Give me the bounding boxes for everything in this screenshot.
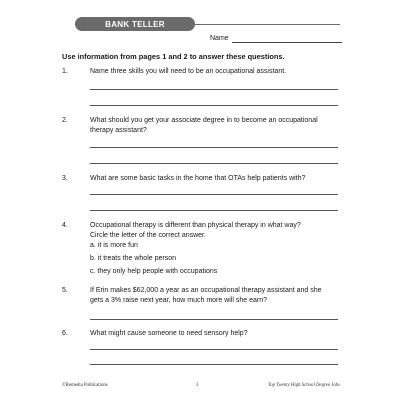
footer-page-number: 3 (196, 383, 199, 388)
answer-line (90, 163, 338, 164)
question-text (90, 116, 352, 136)
answer-line (90, 319, 338, 320)
choice-c[interactable]: c. they only help people with occupations (90, 268, 218, 275)
question-text-line-2: gets a 3% raise next year, how much more will she earn? (90, 297, 268, 304)
question-number: 6. (62, 330, 68, 337)
question-text (90, 286, 352, 306)
question-text-line-1: If Erin makes $62,000 a year as an occupational therapy assistant and she (90, 287, 322, 294)
question-number: 2. (62, 117, 68, 124)
answer-line (90, 194, 338, 195)
instructions: Use information from pages 1 and 2 to answer these questions. (62, 52, 285, 61)
question-text: What might cause someone to need sensory help? (90, 330, 248, 337)
question-5 (62, 286, 352, 326)
question-6 (62, 329, 352, 369)
question-number: 5. (62, 287, 68, 294)
answer-line (90, 364, 338, 365)
question-number: 3. (62, 175, 68, 182)
header-title-tab (75, 17, 195, 31)
question-text-line-1: Occupational therapy is different than physical therapy in what way? (90, 222, 301, 229)
name-field (210, 34, 342, 44)
question-number: 4. (62, 222, 68, 229)
question-text: Name three skills you will need to be an occupational assistant. (90, 68, 287, 75)
question-text: What are some basic tasks in the home that OTAs help patients with? (90, 175, 306, 182)
question-4 (62, 221, 352, 281)
name-label: Name (210, 35, 229, 42)
footer-book-title: Top Twenty High School Degree Jobs (268, 383, 340, 388)
question-text-line-1: What should you get your associate degree in to become an occupational (90, 117, 318, 124)
header-rule (195, 24, 340, 25)
choice-a[interactable]: a. it is more fun (90, 242, 138, 249)
question-text-line-2: Circle the letter of the correct answer. (90, 232, 206, 239)
answer-line (90, 89, 338, 90)
name-write-line (232, 42, 342, 43)
question-text (90, 221, 352, 241)
answer-line (90, 147, 338, 148)
question-number: 1. (62, 68, 68, 75)
footer-publisher: ©Remedia Publications (62, 383, 108, 388)
question-text-line-2: therapy assistant? (90, 127, 147, 134)
choice-b[interactable]: b. it treats the whole person (90, 255, 176, 262)
question-2 (62, 116, 352, 166)
question-1 (62, 67, 352, 112)
answer-line (90, 105, 338, 106)
answer-line (90, 210, 338, 211)
answer-line (90, 349, 338, 350)
question-3 (62, 174, 352, 214)
header-title: BANK TELLER (105, 19, 165, 29)
